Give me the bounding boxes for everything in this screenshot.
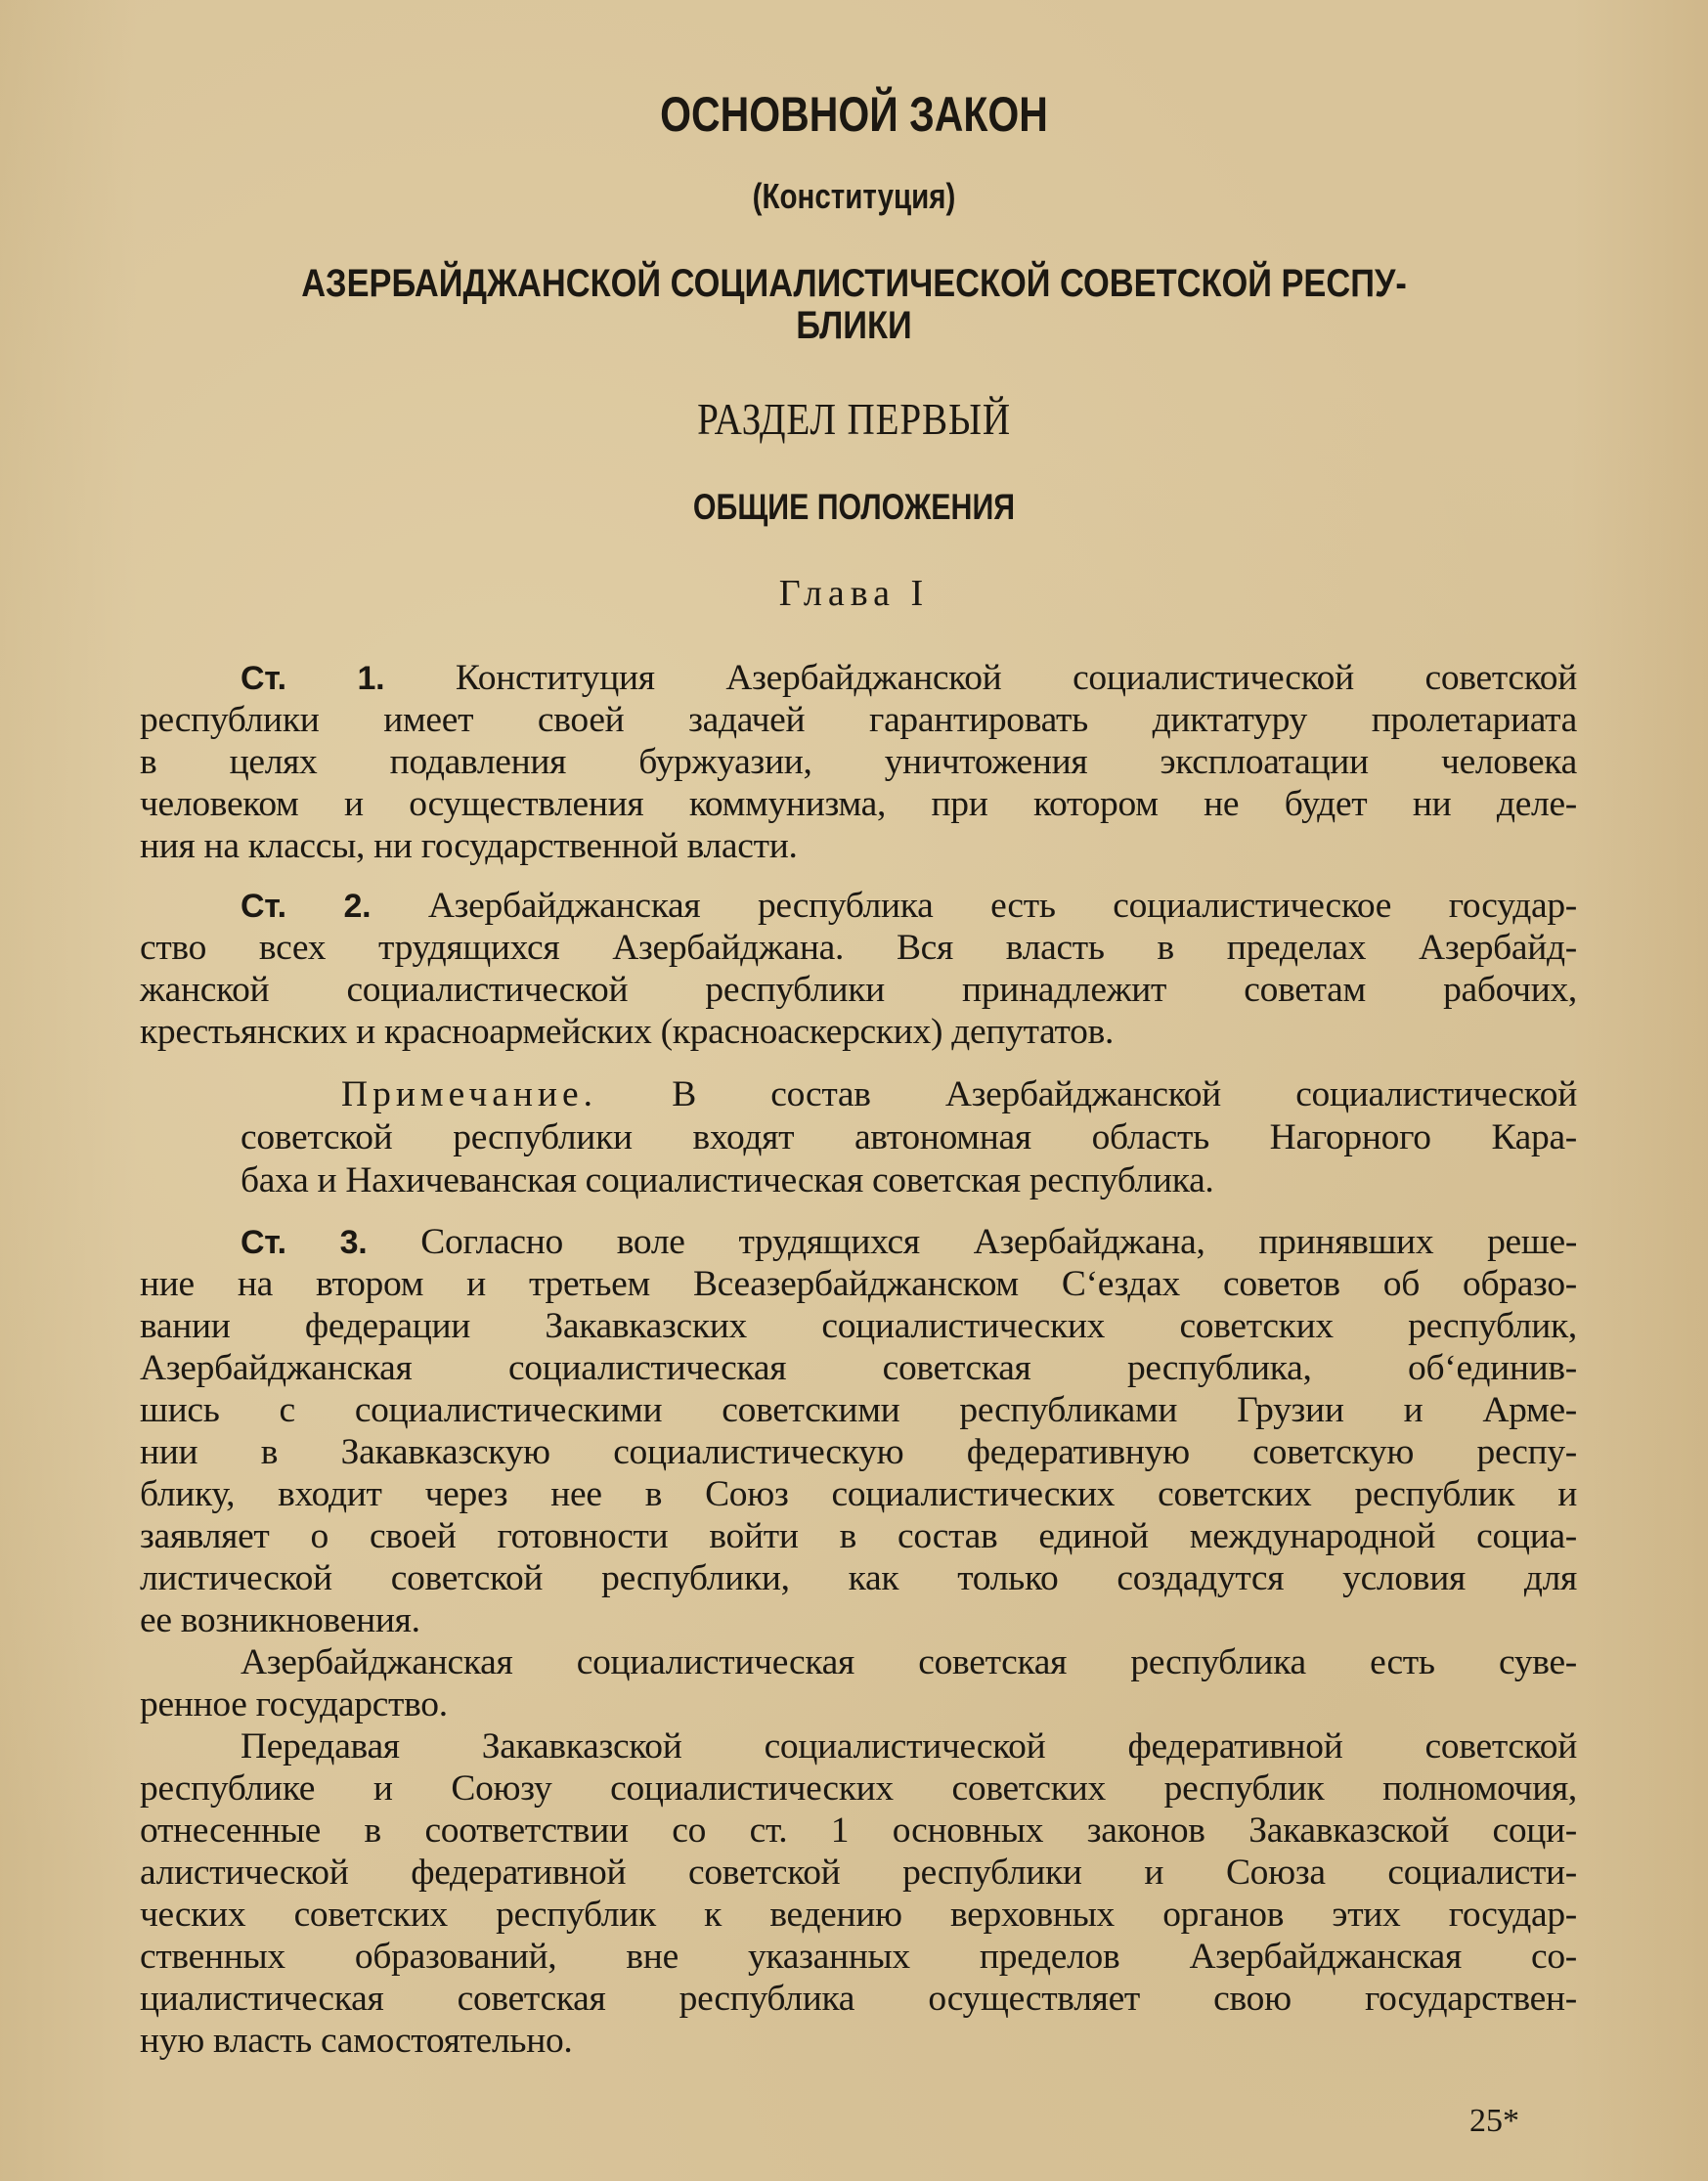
article-line: шись с социалистическими советскими республиками Грузии и Арме- <box>140 1390 1577 1430</box>
republic-heading-line-2: БЛИКИ <box>796 304 912 347</box>
document-title: ОСНОВНОЙ ЗАКОН <box>660 87 1048 142</box>
article-text: Азербайджанская республика есть социалистическое государ- <box>427 886 1577 926</box>
article-line <box>241 1221 1577 1264</box>
note-label: Примечание. <box>341 1074 598 1114</box>
chapter-heading: Глава I <box>778 573 930 614</box>
part-title: ОБЩИЕ ПОЛОЖЕНИЯ <box>692 487 1016 527</box>
article-text: Согласно воле трудящихся Азербайджана, принявших реше- <box>420 1222 1578 1262</box>
article-line: ство всех трудящихся Азербайджана. Вся власть в пределах Азербайд- <box>140 928 1577 968</box>
article-line: жанской социалистической республики принадлежит советам рабочих, <box>140 970 1577 1010</box>
note-line: баха и Нахичеванская социалистическая советская республика. <box>241 1160 1214 1200</box>
article-paragraph-line: отнесенные в соответствии со ст. 1 основных законов Закавказской соци- <box>140 1810 1577 1851</box>
article-line: заявляет о своей готовности войти в состав единой международной социа- <box>140 1516 1577 1556</box>
article-line: нии в Закавказскую социалистическую федеративную советскую респу- <box>140 1432 1577 1472</box>
article-line: крестьянских и красноармейских (красноаскерских) депутатов. <box>140 1012 1115 1052</box>
article-label: Ст. 3. <box>241 1224 368 1261</box>
article-paragraph-line: ренное государство. <box>140 1684 448 1724</box>
article-paragraph-line: ческих советских республик к ведению верховных органов этих государ- <box>140 1895 1577 1935</box>
article-line: вании федерации Закавказских социалистических советских республик, <box>140 1306 1577 1346</box>
article-line: в целях подавления буржуазии, уничтожения эксплоатации человека <box>140 742 1577 782</box>
article-paragraph-line: алистической федеративной советской республики и Союза социалисти- <box>140 1853 1577 1893</box>
document-subtitle: (Конституция) <box>752 176 956 216</box>
note-line <box>341 1073 1577 1116</box>
article-label: Ст. 1. <box>241 660 385 697</box>
article-paragraph-line: ственных образований, вне указанных пределов Азербайджанская со- <box>140 1937 1577 1977</box>
article-paragraph-line: Передавая Закавказской социалистической федеративной советской <box>241 1726 1577 1767</box>
part-heading: РАЗДЕЛ ПЕРВЫЙ <box>697 394 1011 444</box>
note-text: В состав Азербайджанской социалистической <box>672 1074 1578 1114</box>
article-line: республики имеет своей задачей гарантировать диктатуру пролетариата <box>140 700 1577 740</box>
article-paragraph-line: ную власть самостоятельно. <box>140 2021 573 2061</box>
republic-heading-line-1: АЗЕРБАЙДЖАНСКОЙ СОЦИАЛИСТИЧЕСКОЙ СОВЕТСКОЙ РЕСПУ- <box>301 262 1407 305</box>
article-line: листической советской республики, как только создадутся условия для <box>140 1558 1577 1598</box>
article-line <box>241 885 1577 928</box>
article-line: ние на втором и третьем Всеазербайджанском С‘ездах советов об образо- <box>140 1264 1577 1304</box>
page-number: 25* <box>1469 2103 1519 2139</box>
article-line <box>241 657 1577 700</box>
article-paragraph-line: Азербайджанская социалистическая советская республика есть суве- <box>241 1642 1577 1682</box>
article-line: ее возникновения. <box>140 1600 420 1640</box>
article-label: Ст. 2. <box>241 888 372 925</box>
article-paragraph-line: циалистическая советская республика осуществляет свою государствен- <box>140 1979 1577 2019</box>
article-text: Конституция Азербайджанской социалистической советской <box>455 658 1577 698</box>
article-line: Азербайджанская социалистическая советская республика, об‘единив- <box>140 1348 1577 1388</box>
article-line: блику, входит через нее в Союз социалистических советских республик и <box>140 1474 1577 1514</box>
article-line: человеком и осуществления коммунизма, при котором не будет ни деле- <box>140 784 1577 824</box>
note-line: советской республики входят автономная область Нагорного Кара- <box>241 1117 1577 1157</box>
article-paragraph-line: республике и Союзу социалистических советских республик полномочия, <box>140 1768 1577 1809</box>
article-line: ния на классы, ни государственной власти. <box>140 826 798 866</box>
